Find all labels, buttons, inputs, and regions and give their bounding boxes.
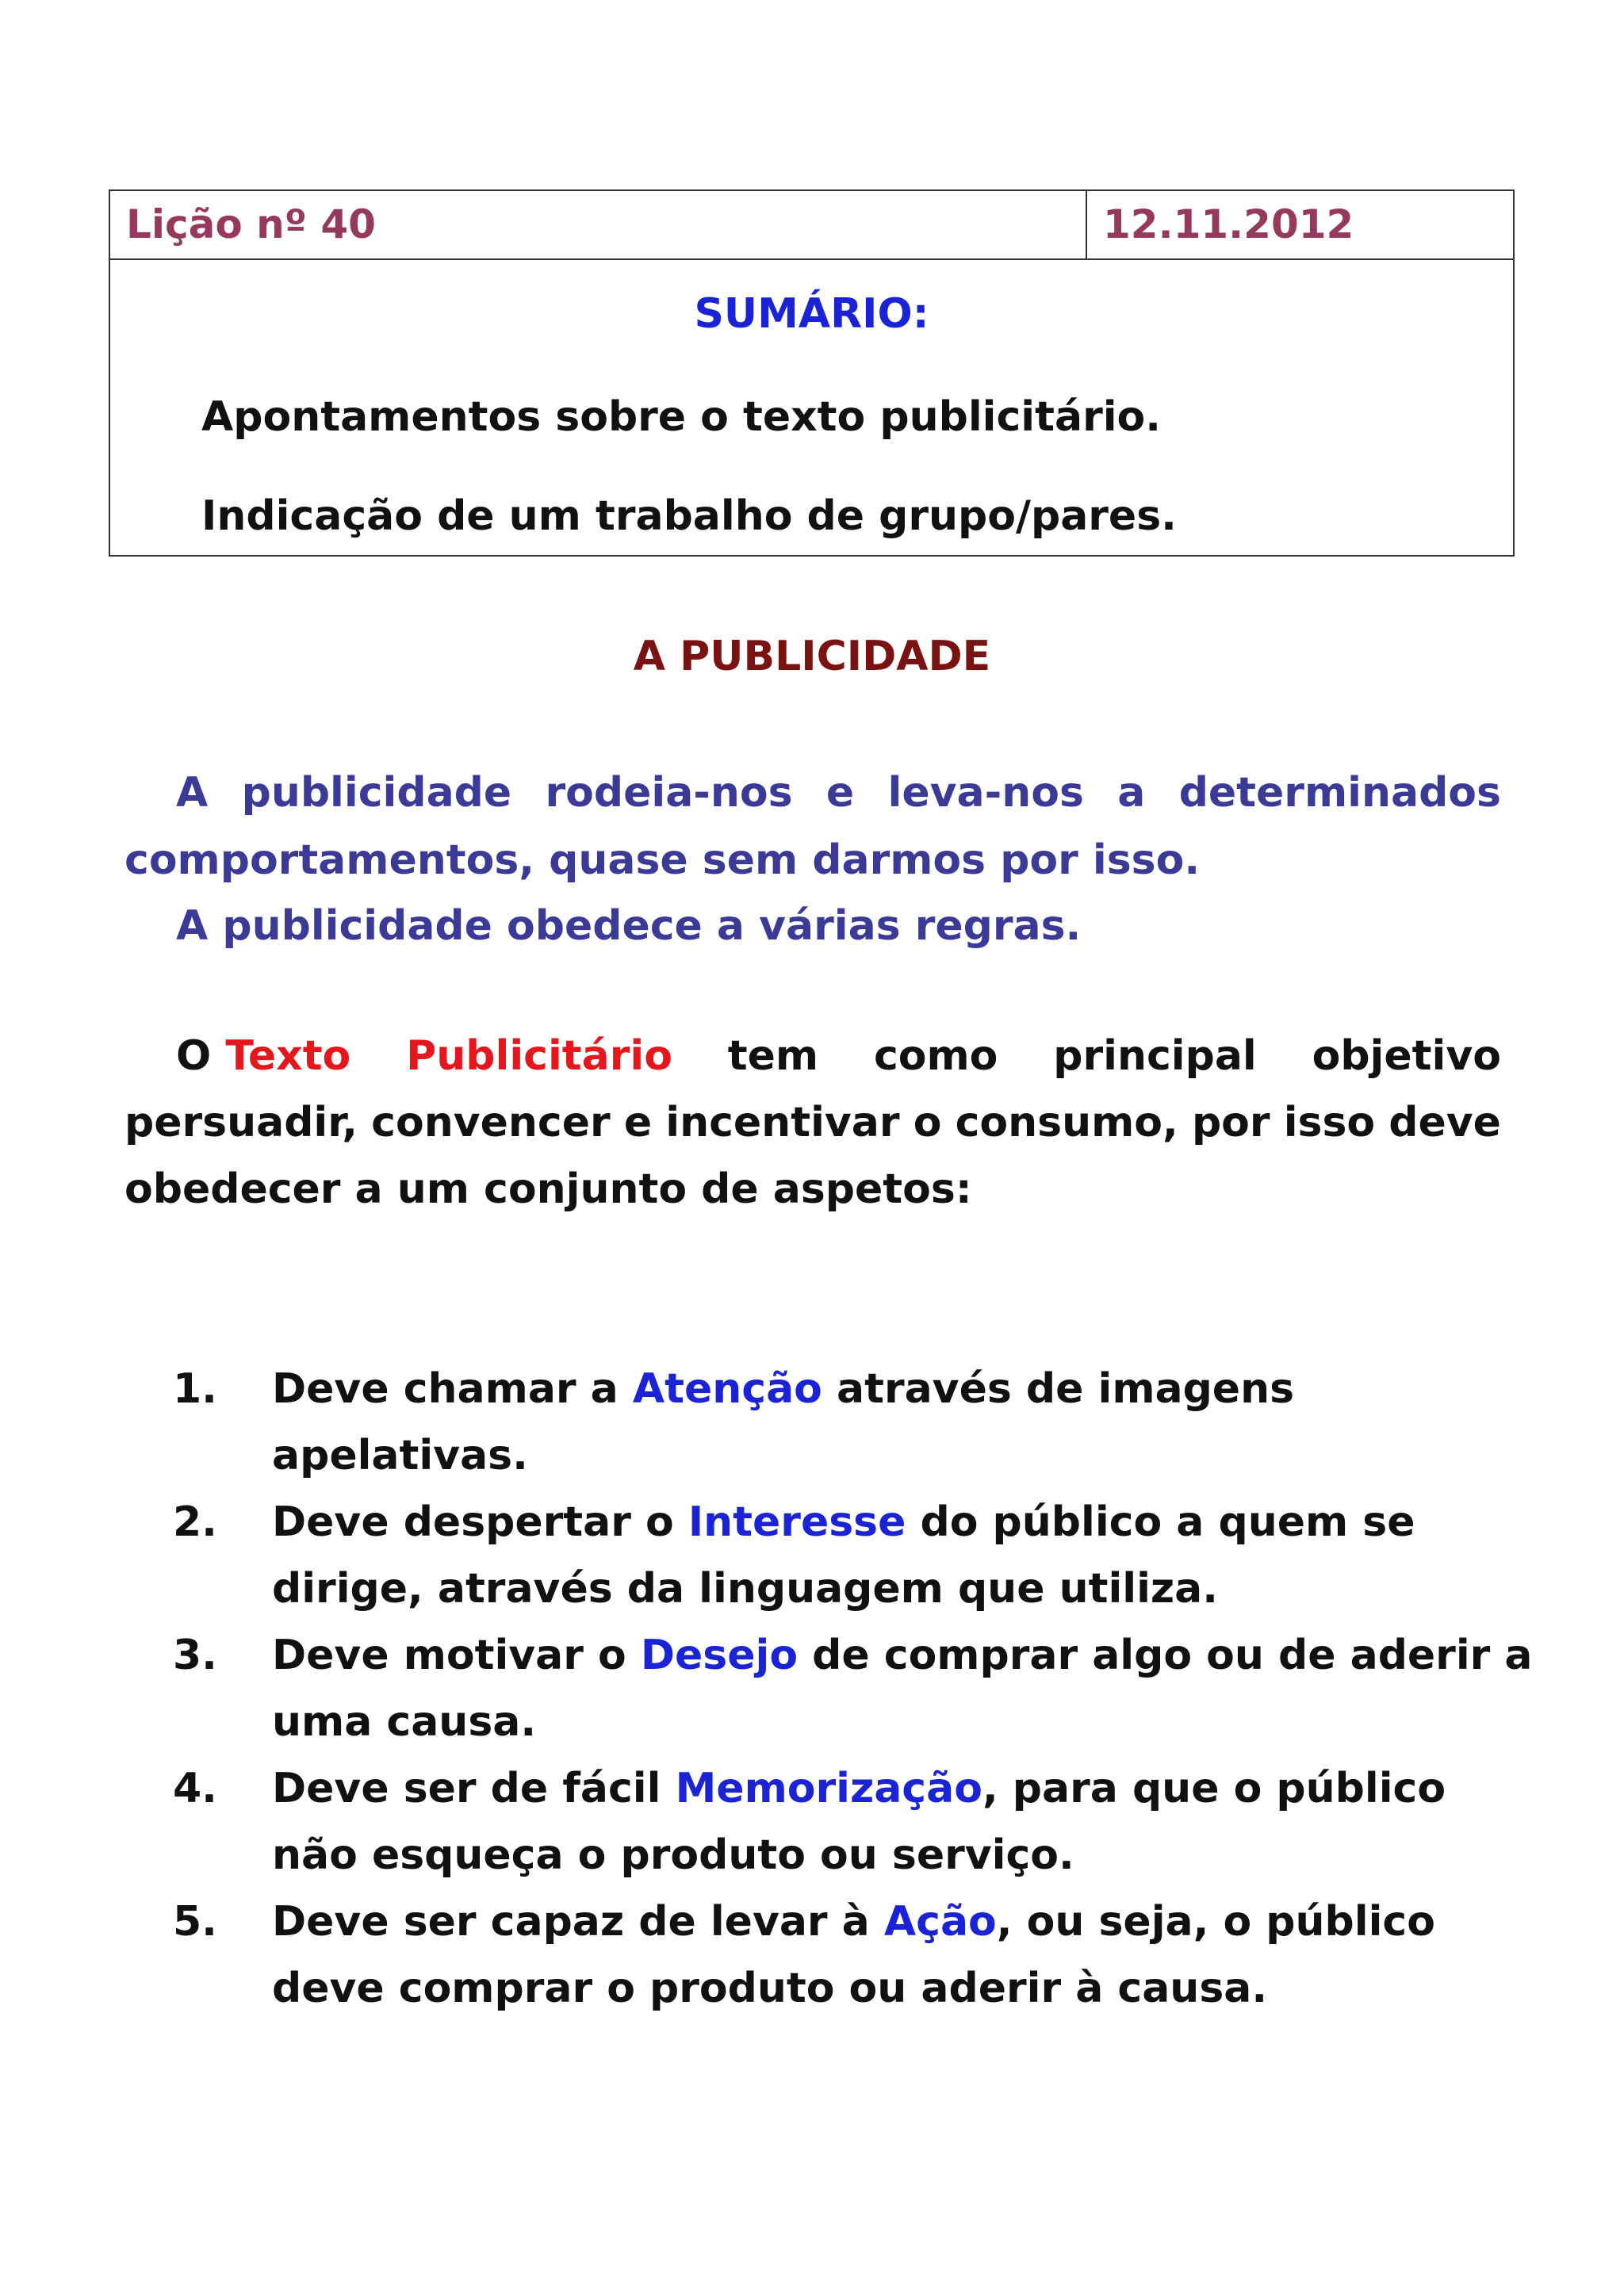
list-text: através de imagens	[822, 1365, 1295, 1413]
paragraph-word	[176, 1032, 350, 1080]
list-number: 1.	[173, 1365, 217, 1413]
paragraph-line-2	[124, 1099, 1501, 1146]
summary-item: Apontamentos sobre o texto publicitário.	[201, 393, 1162, 441]
list-line-2: não esqueça o produto ou serviço.	[272, 1831, 1074, 1879]
summary-title: SUMÁRIO:	[694, 290, 929, 338]
lesson-number: Lição nº 40	[126, 201, 376, 247]
lesson-date: 12.11.2012	[1103, 201, 1354, 247]
list-keyword: Interesse	[688, 1498, 906, 1546]
list-keyword: Ação	[883, 1898, 997, 1946]
lesson-header-row	[110, 191, 1513, 260]
list-keyword: Desejo	[640, 1632, 799, 1679]
highlight-publicitario: Publicitário	[406, 1032, 672, 1080]
list-number: 4.	[173, 1765, 217, 1812]
paragraph-word: incentivar	[665, 1099, 900, 1146]
list-text: de comprar algo ou de aderir a	[798, 1632, 1533, 1679]
highlight-texto: Texto	[225, 1032, 351, 1080]
list-line	[272, 1632, 1533, 1679]
intro-line-2: comportamentos, quase sem darmos por isso.	[124, 836, 1201, 884]
list-number: 3.	[173, 1632, 217, 1679]
paragraph-line-3: obedecer a um conjunto de aspetos:	[124, 1165, 972, 1213]
intro-word: e	[825, 769, 855, 817]
paragraph-word: objetivo	[1312, 1032, 1501, 1080]
list-text: Deve ser de fácil	[272, 1765, 676, 1812]
paragraph-line-1	[176, 1032, 1501, 1080]
paragraph-prefix: O	[176, 1032, 212, 1080]
list-line	[272, 1498, 1415, 1546]
paragraph-word: isso	[1283, 1099, 1376, 1146]
list-number: 2.	[173, 1498, 217, 1546]
table-divider	[1086, 191, 1087, 258]
list-text: Deve motivar o	[272, 1632, 641, 1679]
list-keyword: Memorização	[675, 1765, 982, 1812]
paragraph-word: como	[873, 1032, 998, 1080]
intro-line-3: A publicidade obedece a várias regras.	[176, 902, 1082, 950]
paragraph-word: persuadir,	[124, 1099, 358, 1146]
intro-word: A	[176, 769, 209, 817]
intro-word: determinados	[1178, 769, 1501, 817]
intro-word: a	[1117, 769, 1146, 817]
section-title: A PUBLICIDADE	[633, 633, 991, 680]
list-text: Deve ser capaz de levar à	[272, 1898, 884, 1946]
list-line-2: uma causa.	[272, 1698, 537, 1746]
intro-line-1	[176, 769, 1501, 817]
paragraph-word: consumo,	[955, 1099, 1178, 1146]
list-number: 5.	[173, 1898, 217, 1946]
paragraph-word: tem	[727, 1032, 819, 1080]
intro-word: rodeia-nos	[545, 769, 793, 817]
list-text: Deve despertar o	[272, 1498, 688, 1546]
paragraph-word: o	[913, 1099, 942, 1146]
list-line-2: apelativas.	[272, 1432, 528, 1479]
list-text: , para que o público	[982, 1765, 1446, 1812]
list-line	[272, 1898, 1435, 1946]
list-text: do público a quem se	[906, 1498, 1415, 1546]
paragraph-word: por	[1191, 1099, 1270, 1146]
paragraph-word: convencer	[371, 1099, 611, 1146]
list-keyword: Atenção	[632, 1365, 822, 1413]
list-line	[272, 1765, 1446, 1812]
intro-word: leva-nos	[887, 769, 1084, 817]
intro-word: publicidade	[241, 769, 512, 817]
paragraph-word: deve	[1388, 1099, 1501, 1146]
list-line-2: dirige, através da linguagem que utiliza.	[272, 1565, 1219, 1613]
paragraph-word: principal	[1053, 1032, 1257, 1080]
list-line-2: deve comprar o produto ou aderir à causa.	[272, 1965, 1268, 2012]
paragraph-word: e	[623, 1099, 653, 1146]
list-line	[272, 1365, 1294, 1413]
lesson-summary-table	[109, 189, 1515, 557]
list-text: Deve chamar a	[272, 1365, 633, 1413]
list-text: , ou seja, o público	[996, 1898, 1435, 1946]
summary-item: Indicação de um trabalho de grupo/pares.	[201, 492, 1177, 540]
